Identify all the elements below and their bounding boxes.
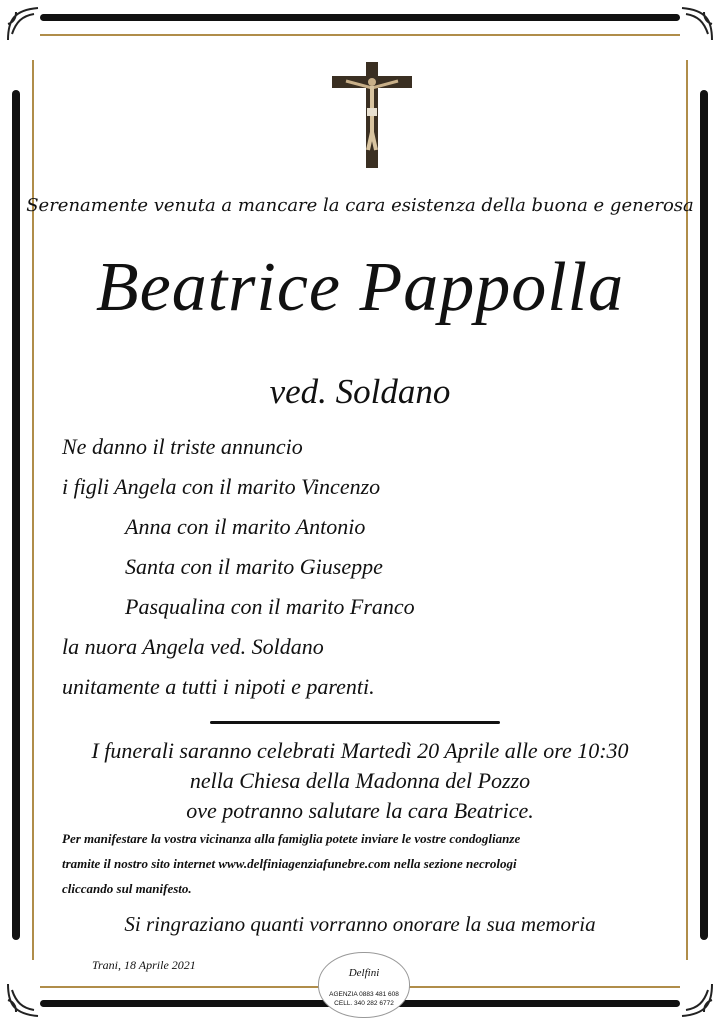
- agency-phone: AGENZIA 0883 481 608: [329, 991, 399, 998]
- widow-of-text: ved. Soldano: [269, 372, 451, 411]
- family-line: Santa con il marito Giuseppe: [125, 554, 383, 579]
- condolence-line: tramite il nostro sito internet www.delfiniagenziafunebre.com nella sezione necrologi: [62, 856, 517, 871]
- crucifix-icon: [332, 62, 412, 168]
- separator-line: [210, 721, 500, 724]
- agency-name: Delfini: [348, 967, 380, 979]
- ornament-corner-icon: [4, 4, 44, 44]
- gold-inner-top: [40, 34, 680, 36]
- agency-cell: CELL. 340 282 6772: [334, 1000, 394, 1007]
- family-line: i figli Angela con il marito Vincenzo: [62, 474, 381, 499]
- family-line: Ne danno il triste annuncio: [62, 434, 303, 459]
- intro-text: Serenamente venuta a mancare la cara esistenza della buona e generosa: [26, 195, 694, 216]
- funeral-line: I funerali saranno celebrati Martedì 20 Aprile alle ore 10:30: [91, 738, 629, 763]
- ornament-corner-icon: [4, 980, 44, 1020]
- ornament-corner-icon: [676, 980, 716, 1020]
- funeral-line: ove potranno salutare la cara Beatrice.: [186, 798, 534, 823]
- family-line: Pasqualina con il marito Franco: [125, 594, 415, 619]
- condolence-line: Per manifestare la vostra vicinanza alla famiglia potete inviare le vostre condoglianze: [62, 831, 521, 846]
- ornament-corner-icon: [676, 4, 716, 44]
- funeral-line: nella Chiesa della Madonna del Pozzo: [189, 768, 531, 793]
- date-place: Trani, 18 Aprile 2021: [92, 958, 196, 972]
- condolence-line: cliccando sul manifesto.: [62, 881, 192, 896]
- family-line: Anna con il marito Antonio: [125, 514, 366, 539]
- family-line: unitamente a tutti i nipoti e parenti.: [62, 674, 375, 699]
- family-line: la nuora Angela ved. Soldano: [62, 634, 324, 659]
- agency-logo: [318, 952, 410, 1018]
- frame-top-bar: [40, 14, 680, 21]
- thanks-text: Si ringraziano quanti vorranno onorare la sua memoria: [124, 912, 596, 936]
- deceased-name: Beatrice Pappolla: [95, 249, 625, 326]
